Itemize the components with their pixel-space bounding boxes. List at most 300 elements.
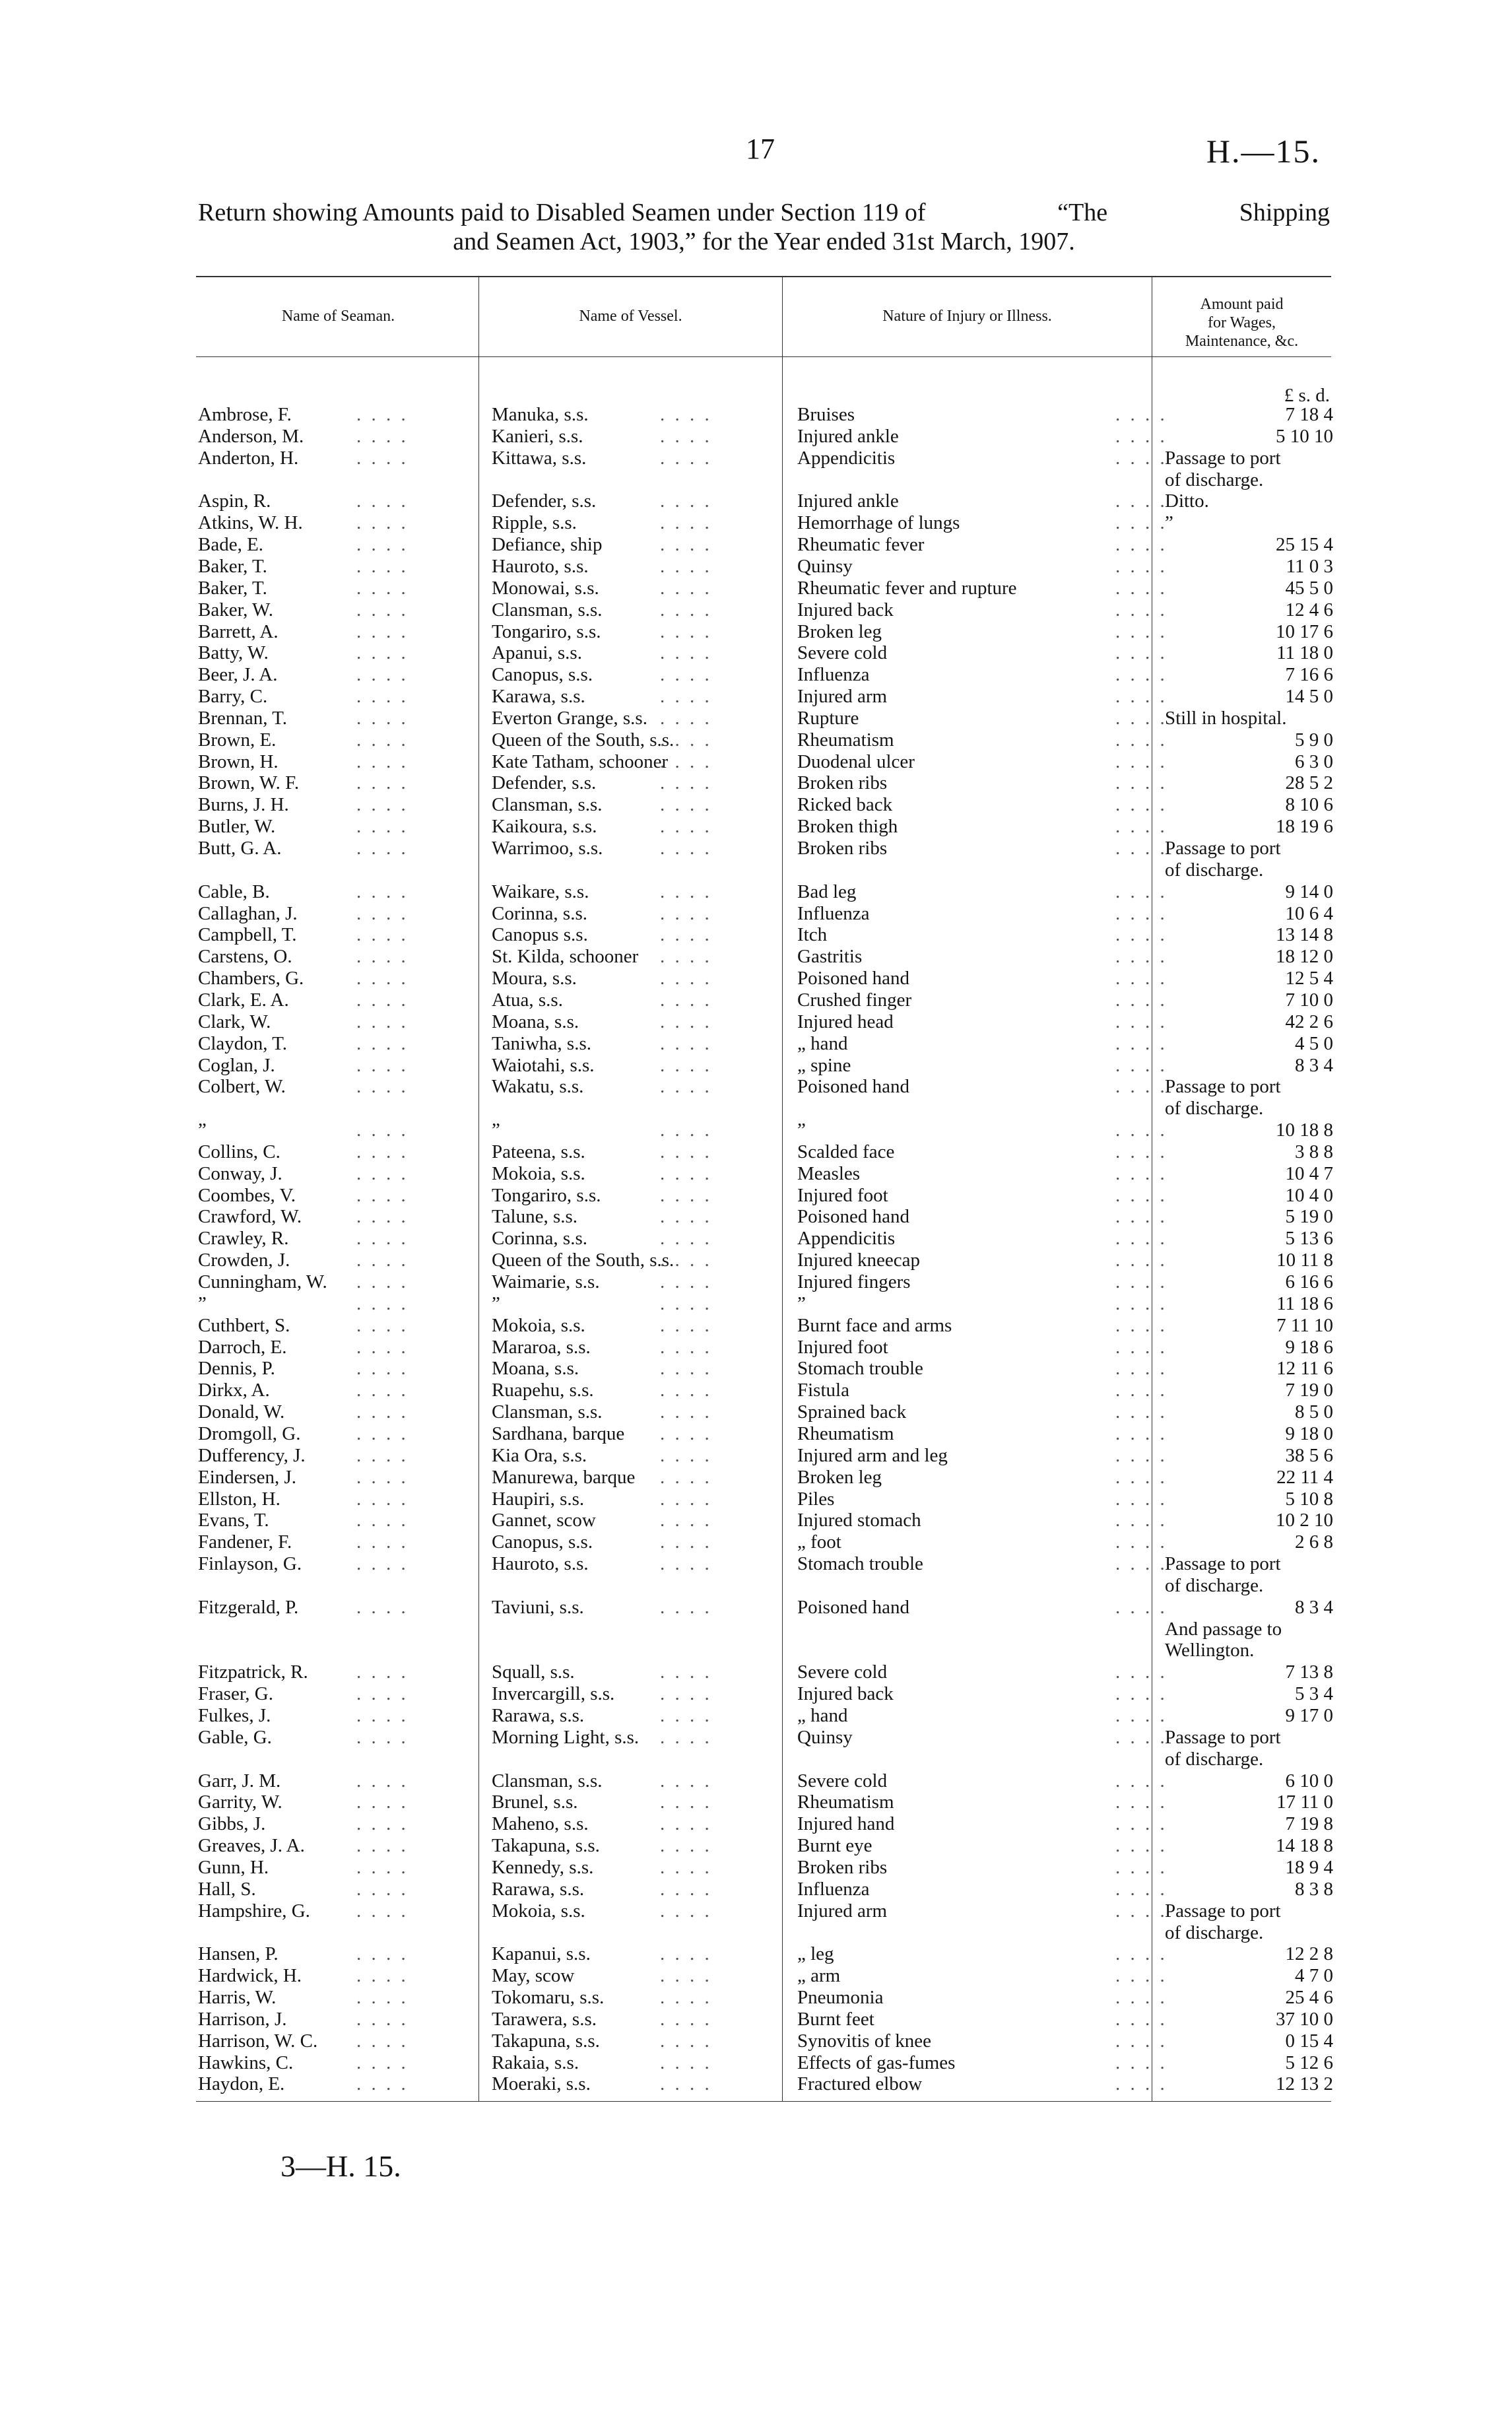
leader-dots: . . . . xyxy=(1115,1055,1167,1076)
leader-dots: . . . . xyxy=(660,1987,712,2008)
table-row xyxy=(0,1185,1512,1207)
leader-dots: . . . . xyxy=(1115,1076,1167,1097)
table-row xyxy=(0,1445,1512,1467)
seaman-name: Garr, J. M. xyxy=(198,1770,281,1791)
injury-nature: Duodenal ulcer xyxy=(797,751,915,772)
seaman-name: Harrison, W. C. xyxy=(198,2030,318,2052)
leader-dots: . . . . xyxy=(660,578,712,599)
table-row xyxy=(0,924,1512,946)
leader-dots: . . . . xyxy=(1115,1510,1167,1531)
injury-nature: Broken thigh xyxy=(797,816,898,837)
table-row xyxy=(0,1271,1512,1293)
vessel-name: Taniwha, s.s. xyxy=(492,1033,592,1054)
leader-dots: . . . . xyxy=(660,1011,712,1032)
seaman-name: Batty, W. xyxy=(198,642,269,663)
amount-paid: of discharge. xyxy=(1165,1098,1264,1119)
injury-nature: Injured arm xyxy=(797,1900,888,1922)
leader-dots: . . . . xyxy=(660,1141,712,1162)
vessel-name: Mararoa, s.s. xyxy=(492,1337,591,1358)
amount-paid: 12 4 6 xyxy=(1285,599,1333,620)
leader-dots: . . . . xyxy=(660,1055,712,1076)
vessel-name: Rarawa, s.s. xyxy=(492,1879,585,1900)
table-row xyxy=(0,1879,1512,1900)
vessel-name: Kennedy, s.s. xyxy=(492,1857,594,1878)
amount-paid: 11 18 6 xyxy=(1276,1293,1333,1314)
table-row xyxy=(0,2030,1512,2052)
vessel-name: May, scow xyxy=(492,1965,575,1986)
leader-dots: . . . . xyxy=(356,578,409,599)
leader-dots: . . . . xyxy=(1115,1489,1167,1510)
leader-dots: . . . . xyxy=(1115,1531,1167,1553)
leader-dots: . . . . xyxy=(356,1489,409,1510)
table-row xyxy=(0,1683,1512,1705)
vessel-name: Monowai, s.s. xyxy=(492,578,599,599)
amount-paid: 22 11 4 xyxy=(1276,1467,1333,1488)
leader-dots: . . . . xyxy=(1115,751,1167,772)
amount-paid: 5 10 8 xyxy=(1285,1489,1333,1510)
amount-paid: 7 19 8 xyxy=(1285,1813,1333,1834)
table-row xyxy=(0,1510,1512,1531)
injury-nature: Hemorrhage of lungs xyxy=(797,512,960,533)
amount-paid: 37 10 0 xyxy=(1276,2009,1333,2030)
amount-paid: 14 5 0 xyxy=(1285,686,1333,707)
table-row xyxy=(0,968,1512,989)
leader-dots: . . . . xyxy=(356,1120,409,1141)
leader-dots: . . . . xyxy=(660,664,712,685)
leader-dots: . . . . xyxy=(660,903,712,924)
table-row xyxy=(0,534,1512,556)
injury-nature: Injured arm and leg xyxy=(797,1445,948,1466)
leader-dots: . . . . xyxy=(1115,1727,1167,1748)
amount-paid: 10 4 7 xyxy=(1285,1163,1333,1184)
vessel-name: Canopus, s.s. xyxy=(492,1531,593,1553)
vessel-name: ” xyxy=(492,1293,500,1314)
leader-dots: . . . . xyxy=(1115,642,1167,663)
table-row xyxy=(0,989,1512,1011)
leader-dots: . . . . xyxy=(660,968,712,989)
table-row xyxy=(0,1553,1512,1575)
injury-nature: Gastritis xyxy=(797,946,863,967)
leader-dots: . . . . xyxy=(1115,1315,1167,1336)
leader-dots: . . . . xyxy=(1115,1293,1167,1314)
seaman-name: Ambrose, F. xyxy=(198,404,292,425)
injury-nature: Injured foot xyxy=(797,1185,888,1206)
amount-paid: of discharge. xyxy=(1165,469,1264,490)
leader-dots: . . . . xyxy=(1115,1987,1167,2008)
seaman-name: Garrity, W. xyxy=(198,1791,282,1813)
seaman-name: Coglan, J. xyxy=(198,1055,275,1076)
table-row xyxy=(0,1315,1512,1337)
injury-nature: Rheumatism xyxy=(797,1791,894,1813)
injury-nature: Appendicitis xyxy=(797,448,896,469)
leader-dots: . . . . xyxy=(660,1791,712,1813)
seaman-name: Hampshire, G. xyxy=(198,1900,310,1922)
amount-paid: 7 11 10 xyxy=(1276,1315,1333,1336)
leader-dots: . . . . xyxy=(356,903,409,924)
leader-dots: . . . . xyxy=(356,1033,409,1054)
leader-dots: . . . . xyxy=(1115,578,1167,599)
vessel-name: Tokomaru, s.s. xyxy=(492,1987,605,2008)
leader-dots: . . . . xyxy=(660,512,712,533)
leader-dots: . . . . xyxy=(356,1965,409,1986)
leader-dots: . . . . xyxy=(660,2009,712,2030)
leader-dots: . . . . xyxy=(356,1185,409,1206)
injury-nature: Severe cold xyxy=(797,642,888,663)
amount-paid: 10 11 8 xyxy=(1276,1250,1333,1271)
leader-dots: . . . . xyxy=(660,881,712,902)
vessel-name: Gannet, scow xyxy=(492,1510,596,1531)
seaman-name: Dromgoll, G. xyxy=(198,1423,301,1444)
vessel-name: Tarawera, s.s. xyxy=(492,2009,597,2030)
seaman-name: Cunningham, W. xyxy=(198,1271,327,1292)
amount-paid: 6 3 0 xyxy=(1295,751,1333,772)
injury-nature: Broken ribs xyxy=(797,838,888,859)
leader-dots: . . . . xyxy=(1115,924,1167,945)
seaman-name: Brown, W. F. xyxy=(198,772,300,793)
table-row xyxy=(0,1358,1512,1380)
vessel-name: Mokoia, s.s. xyxy=(492,1900,585,1922)
table-row xyxy=(0,2052,1512,2074)
leader-dots: . . . . xyxy=(1115,1185,1167,1206)
leader-dots: . . . . xyxy=(1115,1228,1167,1249)
amount-paid: 7 19 0 xyxy=(1285,1380,1333,1401)
table-row xyxy=(0,838,1512,859)
table-row xyxy=(0,1531,1512,1553)
leader-dots: . . . . xyxy=(660,1727,712,1748)
seaman-name: Greaves, J. A. xyxy=(198,1835,305,1856)
leader-dots: . . . . xyxy=(1115,512,1167,533)
injury-nature: Severe cold xyxy=(797,1770,888,1791)
amount-paid: 8 3 8 xyxy=(1295,1879,1333,1900)
vessel-name: Moeraki, s.s. xyxy=(492,2073,591,2094)
seaman-name: Ellston, H. xyxy=(198,1489,280,1510)
seaman-name: Fitzpatrick, R. xyxy=(198,1661,308,1683)
amount-paid: 5 10 10 xyxy=(1276,426,1333,447)
leader-dots: . . . . xyxy=(1115,1553,1167,1574)
injury-nature: Injured ankle xyxy=(797,426,899,447)
leader-dots: . . . . xyxy=(1115,1705,1167,1726)
leader-dots: . . . . xyxy=(356,1250,409,1271)
leader-dots: . . . . xyxy=(356,1141,409,1162)
table-row xyxy=(0,1141,1512,1163)
injury-nature: Broken leg xyxy=(797,621,882,642)
injury-nature: Burnt eye xyxy=(797,1835,872,1856)
table-row xyxy=(0,881,1512,903)
injury-nature: Injured fingers xyxy=(797,1271,911,1292)
leader-dots: . . . . xyxy=(356,448,409,469)
leader-dots: . . . . xyxy=(356,2073,409,2094)
seaman-name: Butt, G. A. xyxy=(198,838,282,859)
vessel-name: Hauroto, s.s. xyxy=(492,556,589,577)
seaman-name: Cable, B. xyxy=(198,881,270,902)
leader-dots: . . . . xyxy=(1115,448,1167,469)
leader-dots: . . . . xyxy=(660,816,712,837)
leader-dots: . . . . xyxy=(1115,794,1167,815)
leader-dots: . . . . xyxy=(356,1423,409,1444)
amount-paid: 28 5 2 xyxy=(1285,772,1333,793)
leader-dots: . . . . xyxy=(356,1076,409,1097)
table-bottom-rule xyxy=(196,2101,1331,2102)
injury-nature: Injured foot xyxy=(797,1337,888,1358)
seaman-name: Atkins, W. H. xyxy=(198,512,303,533)
table-row xyxy=(0,1619,1512,1640)
table-row xyxy=(0,1791,1512,1813)
leader-dots: . . . . xyxy=(660,751,712,772)
vessel-name: Waimarie, s.s. xyxy=(492,1271,600,1292)
amount-paid: of discharge. xyxy=(1165,859,1264,881)
leader-dots: . . . . xyxy=(1115,426,1167,447)
leader-dots: . . . . xyxy=(660,1661,712,1683)
leader-dots: . . . . xyxy=(1115,664,1167,685)
injury-nature: Rheumatism xyxy=(797,1423,894,1444)
injury-nature: Influenza xyxy=(797,664,870,685)
amount-paid: 5 12 6 xyxy=(1285,2052,1333,2073)
table-row xyxy=(0,751,1512,773)
leader-dots: . . . . xyxy=(1115,1141,1167,1162)
leader-dots: . . . . xyxy=(356,599,409,620)
table-row xyxy=(0,1922,1512,1944)
seaman-name: Baker, T. xyxy=(198,578,267,599)
amount-paid: 12 11 6 xyxy=(1276,1358,1333,1379)
amount-paid: 0 15 4 xyxy=(1285,2030,1333,2052)
vessel-name: Kaikoura, s.s. xyxy=(492,816,597,837)
table-row xyxy=(0,1055,1512,1077)
leader-dots: . . . . xyxy=(660,708,712,729)
leader-dots: . . . . xyxy=(660,1531,712,1553)
table-row xyxy=(0,1293,1512,1315)
vessel-name: Everton Grange, s.s. xyxy=(492,708,647,729)
table-row xyxy=(0,1206,1512,1228)
leader-dots: . . . . xyxy=(356,1857,409,1878)
leader-dots: . . . . xyxy=(1115,1857,1167,1878)
leader-dots: . . . . xyxy=(660,2073,712,2094)
leader-dots: . . . . xyxy=(356,751,409,772)
injury-nature: „ leg xyxy=(797,1943,834,1964)
injury-nature: Broken leg xyxy=(797,1467,882,1488)
vessel-name: Kapanui, s.s. xyxy=(492,1943,591,1964)
leader-dots: . . . . xyxy=(356,1315,409,1336)
seaman-name: Fandener, F. xyxy=(198,1531,292,1553)
leader-dots: . . . . xyxy=(1115,686,1167,707)
injury-nature: Synovitis of knee xyxy=(797,2030,931,2052)
amount-paid: 3 8 8 xyxy=(1295,1141,1333,1162)
leader-dots: . . . . xyxy=(660,1250,712,1271)
seaman-name: Brown, H. xyxy=(198,751,279,772)
injury-nature: Injured back xyxy=(797,1683,894,1704)
table-row xyxy=(0,686,1512,708)
vessel-name: ” xyxy=(492,1120,500,1141)
seaman-name: Barrett, A. xyxy=(198,621,279,642)
leader-dots: . . . . xyxy=(660,1683,712,1704)
leader-dots: . . . . xyxy=(356,1358,409,1379)
leader-dots: . . . . xyxy=(356,686,409,707)
injury-nature: „ foot xyxy=(797,1531,841,1553)
leader-dots: . . . . xyxy=(1115,2073,1167,2094)
vessel-name: Atua, s.s. xyxy=(492,989,563,1011)
seaman-name: Anderton, H. xyxy=(198,448,299,469)
leader-dots: . . . . xyxy=(356,968,409,989)
amount-paid: Passage to port xyxy=(1165,1900,1281,1922)
table-row xyxy=(0,578,1512,599)
leader-dots: . . . . xyxy=(356,1467,409,1488)
leader-dots: . . . . xyxy=(1115,1011,1167,1032)
leader-dots: . . . . xyxy=(660,599,712,620)
leader-dots: . . . . xyxy=(660,556,712,577)
injury-nature: Injured head xyxy=(797,1011,894,1032)
sheet-signature: 3—H. 15. xyxy=(280,2149,401,2183)
table-row xyxy=(0,512,1512,534)
amount-paid: 14 18 8 xyxy=(1276,1835,1333,1856)
vessel-name: Apanui, s.s. xyxy=(492,642,582,663)
vessel-name: Mokoia, s.s. xyxy=(492,1163,585,1184)
table-row xyxy=(0,1423,1512,1445)
leader-dots: . . . . xyxy=(1115,946,1167,967)
leader-dots: . . . . xyxy=(356,1206,409,1227)
leader-dots: . . . . xyxy=(356,1791,409,1813)
leader-dots: . . . . xyxy=(356,1683,409,1704)
leader-dots: . . . . xyxy=(660,2052,712,2073)
injury-nature: Rupture xyxy=(797,708,859,729)
leader-dots: . . . . xyxy=(660,1597,712,1618)
vessel-name: Defender, s.s. xyxy=(492,772,597,793)
table-row xyxy=(0,469,1512,491)
leader-dots: . . . . xyxy=(660,1293,712,1314)
vessel-name: Manuka, s.s. xyxy=(492,404,589,425)
injury-nature: „ hand xyxy=(797,1033,848,1054)
seaman-name: Collins, C. xyxy=(198,1141,280,1162)
table-row xyxy=(0,1575,1512,1597)
table-row xyxy=(0,1120,1512,1141)
amount-paid: Passage to port xyxy=(1165,448,1281,469)
table-row xyxy=(0,1770,1512,1792)
amount-paid: 10 17 6 xyxy=(1276,621,1333,642)
leader-dots: . . . . xyxy=(356,772,409,793)
injury-nature: Stomach trouble xyxy=(797,1553,923,1574)
leader-dots: . . . . xyxy=(356,1661,409,1683)
leader-dots: . . . . xyxy=(660,1033,712,1054)
injury-nature: Injured hand xyxy=(797,1813,895,1834)
table-row xyxy=(0,2009,1512,2030)
leader-dots: . . . . xyxy=(660,1553,712,1574)
leader-dots: . . . . xyxy=(660,1185,712,1206)
vessel-name: Tongariro, s.s. xyxy=(492,621,601,642)
injury-nature: Poisoned hand xyxy=(797,968,909,989)
vessel-name: Kanieri, s.s. xyxy=(492,426,583,447)
leader-dots: . . . . xyxy=(1115,1683,1167,1704)
leader-dots: . . . . xyxy=(660,1705,712,1726)
leader-dots: . . . . xyxy=(660,1315,712,1336)
leader-dots: . . . . xyxy=(660,1380,712,1401)
leader-dots: . . . . xyxy=(660,772,712,793)
leader-dots: . . . . xyxy=(356,1055,409,1076)
leader-dots: . . . . xyxy=(356,2030,409,2052)
amount-paid: 9 14 0 xyxy=(1285,881,1333,902)
leader-dots: . . . . xyxy=(660,1489,712,1510)
table-row xyxy=(0,1098,1512,1120)
amount-paid: 2 6 8 xyxy=(1295,1531,1333,1553)
amount-paid: 6 10 0 xyxy=(1285,1770,1333,1791)
amount-paid: 10 4 0 xyxy=(1285,1185,1333,1206)
seaman-name: Brennan, T. xyxy=(198,708,288,729)
header-amount-paid xyxy=(1152,295,1331,351)
amount-paid: 8 3 4 xyxy=(1295,1597,1333,1618)
amount-paid: 12 2 8 xyxy=(1285,1943,1333,1964)
amount-paid: 25 4 6 xyxy=(1285,1987,1333,2008)
leader-dots: . . . . xyxy=(1115,1120,1167,1141)
header-name-of-vessel: Name of Vessel. xyxy=(579,308,682,325)
seaman-name: Dennis, P. xyxy=(198,1358,275,1379)
amount-paid: 5 9 0 xyxy=(1295,729,1333,751)
table-row xyxy=(0,1401,1512,1423)
injury-nature: Influenza xyxy=(797,1879,870,1900)
leader-dots: . . . . xyxy=(356,1271,409,1292)
leader-dots: . . . . xyxy=(1115,1835,1167,1856)
injury-nature: Broken ribs xyxy=(797,772,888,793)
injury-nature: Injured kneecap xyxy=(797,1250,920,1271)
table-row xyxy=(0,1705,1512,1727)
table-row xyxy=(0,794,1512,816)
injury-nature: Bad leg xyxy=(797,881,857,902)
amount-paid: 42 2 6 xyxy=(1285,1011,1333,1032)
table-row xyxy=(0,1987,1512,2009)
injury-nature: Burnt feet xyxy=(797,2009,874,2030)
amount-paid: 8 3 4 xyxy=(1295,1055,1333,1076)
table-title xyxy=(198,198,1330,256)
amount-paid: 7 10 0 xyxy=(1285,989,1333,1011)
table-row xyxy=(0,903,1512,925)
table-row xyxy=(0,556,1512,578)
vessel-name: Manurewa, barque xyxy=(492,1467,636,1488)
table-row xyxy=(0,1857,1512,1879)
leader-dots: . . . . xyxy=(1115,556,1167,577)
table-row xyxy=(0,1835,1512,1857)
seaman-name: Crawford, W. xyxy=(198,1206,302,1227)
currency-header: £ s. d. xyxy=(1284,385,1330,406)
amount-paid: 6 16 6 xyxy=(1285,1271,1333,1292)
seaman-name: Beer, J. A. xyxy=(198,664,278,685)
leader-dots: . . . . xyxy=(356,881,409,902)
amount-paid: 13 14 8 xyxy=(1276,924,1333,945)
vessel-name: Defender, s.s. xyxy=(492,490,597,512)
leader-dots: . . . . xyxy=(660,621,712,642)
table-row xyxy=(0,1163,1512,1185)
vessel-name: Rakaia, s.s. xyxy=(492,2052,579,2073)
table-row xyxy=(0,1489,1512,1510)
vessel-name: Morning Light, s.s. xyxy=(492,1727,640,1748)
leader-dots: . . . . xyxy=(356,1813,409,1834)
table-row xyxy=(0,1661,1512,1683)
vessel-name: Waiotahi, s.s. xyxy=(492,1055,595,1076)
leader-dots: . . . . xyxy=(1115,1250,1167,1271)
leader-dots: . . . . xyxy=(660,1206,712,1227)
table-row xyxy=(0,1597,1512,1619)
leader-dots: . . . . xyxy=(356,1987,409,2008)
title-line-1-part-3: Shipping xyxy=(1239,199,1330,226)
injury-nature: Measles xyxy=(797,1163,861,1184)
page-number: 17 xyxy=(746,133,775,165)
table-row xyxy=(0,2073,1512,2095)
leader-dots: . . . . xyxy=(356,1879,409,1900)
leader-dots: . . . . xyxy=(660,2030,712,2052)
leader-dots: . . . . xyxy=(1115,1965,1167,1986)
table-row xyxy=(0,1076,1512,1098)
leader-dots: . . . . xyxy=(660,534,712,555)
title-line-2: and Seamen Act, 1903,” for the Year ended 31st March, 1907. xyxy=(453,228,1075,255)
seaman-name: Brown, E. xyxy=(198,729,277,751)
seaman-name: Hardwick, H. xyxy=(198,1965,302,1986)
leader-dots: . . . . xyxy=(1115,1467,1167,1488)
seaman-name: Evans, T. xyxy=(198,1510,269,1531)
